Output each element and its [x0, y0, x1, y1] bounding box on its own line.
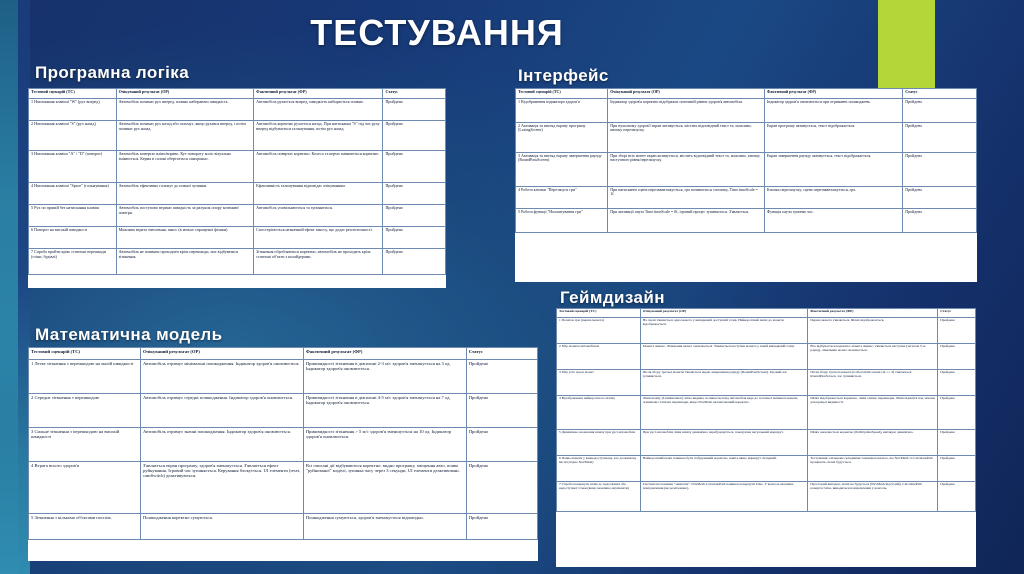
cell-test-scenario: 3 Збір усіх трьох монет: [557, 370, 641, 396]
column-header-or: Очікуваний результат (ОР): [116, 89, 254, 99]
cell-actual-result: Шлях оновлюється коректно (PathUpdateSpeed), виглядає динамічно.: [808, 430, 938, 456]
cell-expected-result: Автомобіль отримує значні пошкодження. Індикатор здоров'я оновлюється.: [140, 428, 303, 462]
cell-actual-result: Після збору третьої монети (CollectableCounter.cnt == 3) з'являється RoundPassScreen, час зупиняється.: [808, 370, 938, 396]
column-header-fr: Фактичний результат (ФР): [764, 89, 902, 99]
cell-actual-result: Тестування з кількома складними точками показало, що NavMesh та CalculatePath працюють, шлях будується.: [808, 456, 938, 482]
cell-test-scenario: 4 Натискання клавіші "Space" (гальмування): [29, 183, 117, 205]
table-interface: [515, 88, 977, 282]
section-heading-program-logic: Програмна логіка: [35, 63, 190, 82]
cell-expected-result: Пошкодження коректно сумуються.: [140, 514, 303, 540]
cell-test-scenario: 6 Поява монети у важкодоступному, але досяжному місці (згідно NavMesh): [557, 456, 641, 482]
cell-status: Пройдено: [903, 187, 977, 209]
cell-expected-result: При русі автомобіля лінія шляху динамічно перебудовується, показуючи актуальний маршрут.: [640, 430, 808, 456]
column-header-ts: Тестовий сценарій (ТС): [557, 309, 641, 318]
table-row: [516, 187, 977, 209]
cell-test-scenario: 7 Спроба повернути шлях до недосяжної або недоступної точки (якщо можливо емулювати): [557, 482, 641, 512]
cell-actual-result: Все відбувається коректно: монета зникає, з'являється наступна (загалом 3 за раунд), лічильник монет оновлюється.: [808, 344, 938, 370]
column-header-ts: Тестовий сценарій (ТС): [29, 89, 117, 99]
cell-actual-result: Автомобіль повертає коректно. Колеса та кермо змінюються коректно.: [254, 151, 383, 183]
cell-test-scenario: 3 Натискання клавіш "A" / "D" (поворот): [29, 151, 117, 183]
test-cases-table: [28, 347, 538, 540]
cell-test-scenario: 1 Відображення індикатора здоров'я: [516, 99, 608, 123]
table-row: [29, 514, 538, 540]
cell-test-scenario: 2 Натискання клавіші "S" (рух назад): [29, 121, 117, 151]
cell-expected-result: Лінія шляху (LineRenderer) чітко видима, починається від автомобіля веде до поточної активної монети, огинаючи статичні перешкоди, якщо NavMesh налаштований коректно.: [640, 396, 808, 430]
table-row: [29, 183, 446, 205]
table-row: [29, 151, 446, 183]
test-cases-table: [28, 88, 446, 275]
cell-test-scenario: 5 Рух по прямій без натискання клавіш: [29, 205, 117, 227]
slide-title: ТЕСТУВАННЯ: [310, 12, 564, 53]
cell-status: Пройдено: [938, 482, 976, 512]
cell-actual-result: Перша монета з'являється. Шлях відображається.: [808, 318, 938, 344]
table-row: [516, 123, 977, 153]
cell-expected-result: При нульовому здоров'ї екран активується, містить відповідний текст та, можливо, кнопку перезапуску.: [608, 123, 765, 153]
cell-status: Пройдено: [938, 456, 976, 482]
column-header-status: Статус: [903, 89, 977, 99]
test-cases-table: [556, 308, 976, 512]
table-row: [557, 370, 976, 396]
cell-test-scenario: 1 Легке зіткнення з перешкодою на малій швидкості: [29, 360, 141, 394]
table-row: [29, 205, 446, 227]
cell-actual-result: Екран програшу активується, текст відображається.: [764, 123, 902, 153]
cell-status: Пройдено: [903, 209, 977, 233]
cell-status: Пройдено: [938, 318, 976, 344]
cell-expected-result: Можлива втрата зчеплення, занос (в межах спрощеної фізики).: [116, 227, 254, 249]
cell-actual-result: Кнопка перезапуску, сцена перезавантажується, гра.: [764, 187, 902, 209]
cell-status: Пройдено: [383, 151, 446, 183]
cell-status: Пройдено: [466, 360, 537, 394]
cell-expected-result: На сцені з'являється одна монета у випадковій доступній точці. Найкоротший шлях до монети відображається.: [640, 318, 808, 344]
column-header-status: Статус: [466, 348, 537, 360]
table-game-design: [556, 308, 976, 567]
cell-test-scenario: 2 Збір монети автомобілем: [557, 344, 641, 370]
cell-actual-result: Шлях відображається коректно, лінія огинає перешкоди. Лінія підняття над землею для кращої видимості.: [808, 396, 938, 430]
table-row: [557, 344, 976, 370]
cell-actual-result: Автомобіль уповільнюється та зупиняється.: [254, 205, 383, 227]
cell-status: Пройдено: [903, 99, 977, 123]
cell-status: Пройдено: [383, 99, 446, 121]
cell-expected-result: При активації пауза Time.timeScale = 0f, ігровий процес зупиняється. З'являється.: [608, 209, 765, 233]
cell-test-scenario: 6 Поворот на високій швидкості: [29, 227, 117, 249]
column-header-fr: Фактичний результат (ФР): [254, 89, 383, 99]
test-cases-table: [515, 88, 977, 233]
cell-actual-result: Ефективність гальмування відповідає очікуванням.: [254, 183, 383, 205]
table-row: [29, 360, 538, 394]
table-row: [516, 209, 977, 233]
cell-test-scenario: 2 Середнє зіткнення з перешкодою: [29, 394, 141, 428]
table-row: [557, 396, 976, 430]
cell-status: Пройдено: [466, 394, 537, 428]
section-heading-game-design: Геймдизайн: [560, 288, 665, 307]
table-row: [29, 121, 446, 151]
table-row: [29, 462, 538, 514]
cell-status: Пройдено: [938, 396, 976, 430]
cell-status: Пройдено: [383, 183, 446, 205]
table-row: [29, 249, 446, 275]
table-row: [557, 456, 976, 482]
cell-expected-result: Автомобіль починає рух вперед, плавно набираючи швидкість.: [116, 99, 254, 121]
column-header-fr: Фактичний результат (ФР): [808, 309, 938, 318]
column-header-status: Статус: [938, 309, 976, 318]
cell-status: Пройдено: [466, 514, 537, 540]
cell-actual-result: Просторий випадок, шлях не будується (NavMesh відсутній), CalculatePath повертає false, виводиться повідомлення у консоль.: [808, 482, 938, 512]
cell-test-scenario: 4 Втрата всього здоров'я: [29, 462, 141, 514]
cell-actual-result: Пришвидкості зіткнення > 5 м/с здоров'я зменшується на 10 од. Індикатор здоров'я оновлюється.: [303, 428, 466, 462]
cell-expected-result: Після збору третьої монети з'являється екран завершення раунду (RoundPassScreen). Ігровий час зупиняється.: [640, 370, 808, 396]
cell-test-scenario: 5 Робота функції "Налаштування гри": [516, 209, 608, 233]
cell-actual-result: Пошкодження сумуються, здоров'я зменшується відповідно.: [303, 514, 466, 540]
table-row: [29, 428, 538, 462]
cell-expected-result: Система не повинна "зависати". NavMesh.CalculatePath повинен повернути false. У консоль можливе повідомлення (як реалізовано).: [640, 482, 808, 512]
cell-expected-result: Найкоротший шлях повинен бути побудований коректно, навіть якщо маршрут складний.: [640, 456, 808, 482]
cell-test-scenario: 1 Натискання клавіші "W" (рух вперед): [29, 99, 117, 121]
cell-expected-result: Автомобіль ефективно гальмує до повної зупинки.: [116, 183, 254, 205]
cell-test-scenario: 3 Сильне зіткнення з перешкодою на високій швидкості: [29, 428, 141, 462]
table-row: [557, 318, 976, 344]
cell-actual-result: Зіткнення обробляються коректно, автомобіль не проходить крізь статичні об'єкти з колайдерами.: [254, 249, 383, 275]
cell-expected-result: Монета зникає. Лічильник монет оновлюється. З'являється наступна монета у новій випадковій точці.: [640, 344, 808, 370]
cell-test-scenario: 4 Робота кнопки "Перезапуск гри": [516, 187, 608, 209]
cell-status: Пройдено: [938, 430, 976, 456]
cell-test-scenario: 5 Зіткнення з кількома об'єктами поспіль: [29, 514, 141, 540]
section-heading-math-model: Математична модель: [35, 325, 223, 344]
cell-status: Пройдено: [383, 227, 446, 249]
table-row: [516, 99, 977, 123]
table-header-row: [557, 309, 976, 318]
cell-expected-result: Автомобіль повертає вліво/вправо. Кут повороту коліс візуально змінюється. Керма в салоні обертається синхронно.: [116, 151, 254, 183]
bottom-left-wedge: [0, 274, 30, 574]
cell-actual-result: Спостерігається незначний ефект заносу, що додає реалістичності.: [254, 227, 383, 249]
cell-expected-result: З'являється екран програшу, здоров'я зменшується. З'являється ефект руйнування. Ігровий час зупиняється. Керування блокується. UI елементи (reset, camSwitch) деактивуються.: [140, 462, 303, 514]
cell-expected-result: Автомобіль не повинен проходити крізь перешкоди, має відбуватися зіткнення.: [116, 249, 254, 275]
cell-actual-result: Екран завершення раунду активується, текст відображається.: [764, 153, 902, 187]
column-header-ts: Тестовий сценарій (ТС): [29, 348, 141, 360]
table-row: [29, 394, 538, 428]
cell-status: Пройдено: [466, 462, 537, 514]
cell-status: Пройдено: [383, 121, 446, 151]
cell-expected-result: Автомобіль поступово втрачає швидкість за рахунок опору коченню/повітря.: [116, 205, 254, 227]
cell-expected-result: Автомобіль отримує середні пошкодження. Індикатор здоров'я оновлюється.: [140, 394, 303, 428]
cell-test-scenario: 3 Активація та вигляд екрану завершення раунду (RoundPassScreen): [516, 153, 608, 187]
table-row: [29, 99, 446, 121]
cell-actual-result: Автомобіль коректно рухається назад. При натисканні "S" під час руху вперед відбувається гальмування, потім рух назад.: [254, 121, 383, 151]
column-header-status: Статус: [383, 89, 446, 99]
cell-status: Пройдено: [938, 344, 976, 370]
table-header-row: [516, 89, 977, 99]
cell-test-scenario: 1 Початок гри (перша монета): [557, 318, 641, 344]
cell-actual-result: Всі описані дії відбуваються коректно: видно програшу, зміщення авто, поява "руйнованої" моделі, зупинка часу через 3 секунди, UI елементи деактивовані.: [303, 462, 466, 514]
cell-status: Пройдено: [938, 370, 976, 396]
cell-expected-result: При зборі всіх монет екран активується, містить відповідний текст та, можливо, кнопку наступного рівня/перезапуску.: [608, 153, 765, 187]
cell-expected-result: При натисканні сцена перезавантажується, гра починається спочатку, Time.timeScale = 1f.: [608, 187, 765, 209]
cell-test-scenario: 5 Динамічне оновлення шляху при русі автомобіля: [557, 430, 641, 456]
table-row: [516, 153, 977, 187]
column-header-or: Очікуваний результат (ОР): [608, 89, 765, 99]
cell-expected-result: Автомобіль отримує мінімальні пошкодження. Індикатор здоров'я оновлюється.: [140, 360, 303, 394]
cell-status: Пройдено: [903, 153, 977, 187]
column-header-fr: Фактичний результат (ФР): [303, 348, 466, 360]
column-header-or: Очікуваний результат (ОР): [140, 348, 303, 360]
cell-actual-result: Автомобіль рухається вперед, швидкість набирається плавно.: [254, 99, 383, 121]
table-row: [557, 482, 976, 512]
cell-test-scenario: 7 Спроба пройти крізь статичні перешкоди (стіни, будівлі): [29, 249, 117, 275]
column-header-ts: Тестовий сценарій (ТС): [516, 89, 608, 99]
table-row: [557, 430, 976, 456]
cell-status: Пройдено: [383, 205, 446, 227]
cell-status: Пройдено: [466, 428, 537, 462]
cell-test-scenario: 2 Активація та вигляд екрану програшу (LosingScreen): [516, 123, 608, 153]
cell-actual-result: Пришвидкості зіткнення в діапазоні 2-3 м/с здоров'я зменшується на 3 од. Індикатор здоров'я оновлюється.: [303, 360, 466, 394]
cell-actual-result: Пришвидкості зіткнення в діапазоні 4-5 м/с здоров'я зменшується на 7 од. Індикатор здоров'я оновлюється.: [303, 394, 466, 428]
table-header-row: [29, 89, 446, 99]
table-header-row: [29, 348, 538, 360]
cell-actual-result: Функція паузи зупиняє час.: [764, 209, 902, 233]
column-header-or: Очікуваний результат (ОР): [640, 309, 808, 318]
cell-actual-result: Індикатор здоров'я оновлюється при отриманні пошкоджень.: [764, 99, 902, 123]
table-program-logic: [28, 88, 446, 288]
table-math-model: [28, 347, 538, 561]
cell-status: Пройдено: [383, 249, 446, 275]
cell-expected-result: Автомобіль починає рух назад або гальмує, якщо рухався вперед, і потім починає рух назад.: [116, 121, 254, 151]
cell-test-scenario: 4 Відображення найкоротшого шляху: [557, 396, 641, 430]
section-heading-interface: Інтерфейс: [518, 66, 609, 85]
table-row: [29, 227, 446, 249]
cell-expected-result: Індикатор здоров'я коректно відображає поточний рівень здоров'я автомобіля.: [608, 99, 765, 123]
cell-status: Пройдено: [903, 123, 977, 153]
